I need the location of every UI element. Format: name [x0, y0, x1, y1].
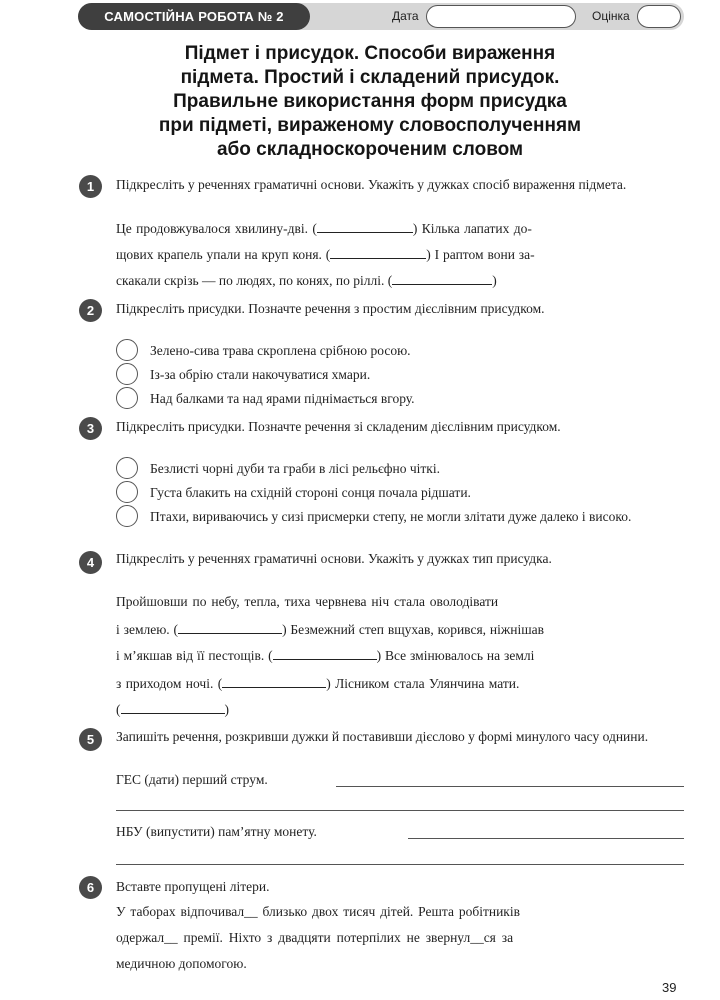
text-fragment: ) І раптом вони за-	[426, 247, 535, 262]
text-fragment: Це продовжувалося хвилину-дві. (	[116, 221, 317, 236]
option-text: Над балками та над ярами піднімається вгору.	[150, 391, 415, 406]
answer-blank[interactable]	[222, 676, 326, 688]
task-number-badge: 5	[79, 728, 102, 751]
task-1-line	[116, 273, 684, 289]
topic-title-line: або складноскороченим словом	[216, 139, 524, 160]
text-fragment: )	[492, 273, 497, 288]
grade-label: Оцінка	[592, 9, 630, 23]
task-number-badge: 2	[79, 299, 102, 322]
option-checkbox[interactable]	[116, 387, 138, 409]
text-fragment: ) Все змінювалось на землі	[376, 648, 535, 663]
task-number-badge: 1	[79, 175, 102, 198]
option-checkbox[interactable]	[116, 457, 138, 479]
answer-line[interactable]	[408, 838, 684, 839]
answer-blank[interactable]	[330, 247, 426, 259]
page-number: 39	[662, 980, 677, 995]
option-checkbox[interactable]	[116, 363, 138, 385]
option-text: Густа блакить на східній стороні сонця почала рідшати.	[150, 485, 471, 500]
option-text: Птахи, вириваючись у сизі присмерки степу, не могли злітати дуже далеко і високо.	[150, 509, 632, 524]
text-fragment: ) Кілька лапатих до-	[412, 221, 532, 236]
answer-line[interactable]	[116, 810, 684, 811]
option-checkbox[interactable]	[116, 339, 138, 361]
topic-title-line: Правильне використання форм присудка	[173, 91, 567, 112]
option-text: Зелено-сива трава скроплена срібною росою.	[150, 343, 411, 358]
task-number-badge: 6	[79, 876, 102, 899]
option-text: Безлисті чорні дуби та граби в лісі рельєфно чіткі.	[150, 461, 440, 476]
text-fragment: ) Безмежний степ вщухав, корився, ніжнішав	[282, 622, 544, 637]
task-1-instruction: Підкресліть у реченнях граматичні основи. Укажіть у дужках спосіб вираження підмета.	[116, 177, 627, 192]
answer-line[interactable]	[116, 864, 684, 865]
text-fragment: і землею. (	[116, 622, 179, 637]
topic-title-line: Підмет і присудок. Способи вираження	[184, 43, 556, 64]
task-2-instruction: Підкресліть присудки. Позначте речення з простим дієслівним присудком.	[116, 301, 545, 316]
task-4-line	[116, 648, 684, 664]
grade-field[interactable]	[637, 5, 681, 28]
option-text: Із-за обрію стали накочуватися хмари.	[150, 367, 371, 382]
answer-blank[interactable]	[317, 221, 413, 233]
task-1-line	[116, 247, 684, 263]
task-4-line	[116, 676, 684, 692]
task-5-sentence: ГЕС (дати) перший струм.	[116, 772, 268, 787]
task-6-line: медичною допомогою.	[116, 956, 247, 971]
text-fragment: (	[116, 702, 121, 717]
text-fragment: скакали скрізь — по людях, по конях, по ріллі. (	[116, 273, 393, 288]
task-4-line	[116, 622, 684, 638]
date-label: Дата	[392, 9, 419, 23]
task-6-instruction: Вставте пропущені літери.	[116, 879, 270, 894]
task-4-line	[116, 702, 684, 718]
text-fragment: щових крапель упали на круп коня. (	[116, 247, 331, 262]
answer-blank[interactable]	[273, 648, 377, 660]
answer-line[interactable]	[336, 786, 684, 787]
topic-title	[90, 42, 650, 162]
text-fragment: Пройшовши по небу, тепла, тиха червнева ніч стала оволодівати	[116, 594, 499, 609]
answer-blank[interactable]	[392, 273, 492, 285]
task-1-line	[116, 221, 684, 237]
topic-title-line: підмета. Простий і складений присудок.	[180, 67, 560, 88]
task-3-instruction: Підкресліть присудки. Позначте речення зі складеним дієслівним присудком.	[116, 419, 561, 434]
answer-blank[interactable]	[121, 702, 225, 714]
task-4-line	[116, 594, 684, 610]
text-fragment: )	[224, 702, 229, 717]
answer-blank[interactable]	[178, 622, 282, 634]
text-fragment: і м’якшав від її пестощів. (	[116, 648, 273, 663]
text-fragment: ) Лісником стала Улянчина мати.	[326, 676, 520, 691]
work-title: САМОСТІЙНА РОБОТА № 2	[78, 3, 310, 30]
option-checkbox[interactable]	[116, 505, 138, 527]
task-6-line: одержал__ премії. Ніхто з двадцяти потерпілих не звернул__ся за	[116, 930, 514, 945]
text-fragment: з приходом ночі. (	[116, 676, 223, 691]
topic-title-line: при підметі, вираженому словосполученням	[158, 115, 582, 136]
task-4-instruction: Підкресліть у реченнях граматичні основи. Укажіть у дужках тип присудка.	[116, 551, 552, 566]
task-number-badge: 3	[79, 417, 102, 440]
task-number-badge: 4	[79, 551, 102, 574]
task-5-instruction: Запишіть речення, розкривши дужки й поставивши дієслово у формі минулого часу однини.	[116, 729, 649, 744]
task-6-line: У таборах відпочивал__ близько двох тисяч дітей. Решта робітників	[116, 904, 520, 919]
option-checkbox[interactable]	[116, 481, 138, 503]
date-field[interactable]	[426, 5, 576, 28]
task-5-sentence: НБУ (випустити) пам’ятну монету.	[116, 824, 317, 839]
